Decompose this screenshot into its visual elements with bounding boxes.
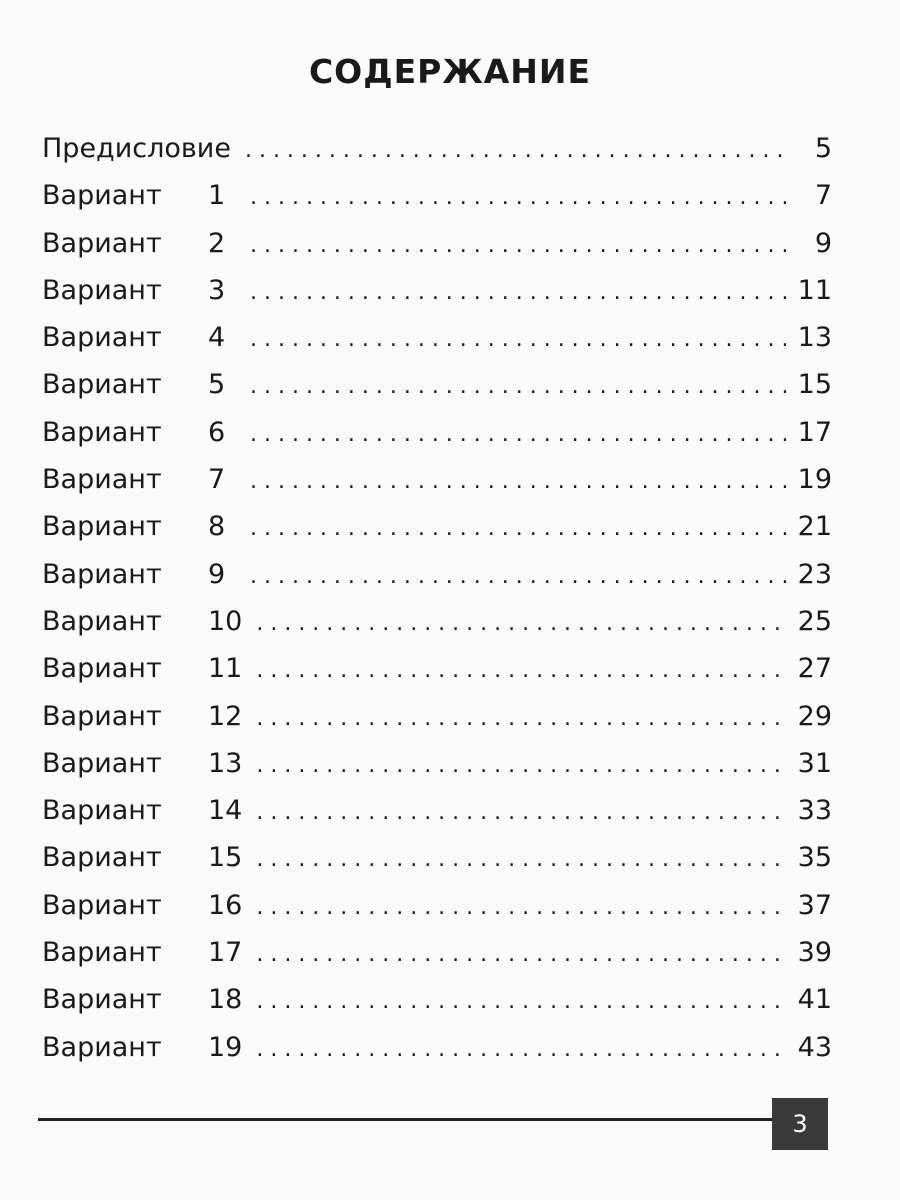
toc-label — [42, 275, 236, 306]
toc-row — [42, 984, 832, 1031]
toc-entry-title: Вариант — [42, 889, 162, 921]
toc-page-number: 5 — [814, 133, 832, 164]
toc-page-number: 33 — [797, 795, 832, 827]
dot-leader — [250, 327, 786, 352]
table-of-contents — [42, 133, 832, 1079]
toc-row — [42, 369, 832, 416]
toc-entry-title: Вариант — [42, 369, 162, 401]
toc-entry-title: Вариант — [42, 322, 162, 354]
toc-page-number: 15 — [797, 369, 832, 401]
toc-label — [42, 795, 242, 826]
toc-entry-title: Вариант — [42, 984, 162, 1016]
toc-label — [42, 984, 242, 1015]
toc-entry-number: 9 — [208, 558, 226, 590]
toc-label — [42, 748, 242, 779]
toc-row — [42, 322, 832, 369]
toc-label — [42, 417, 236, 448]
dot-leader — [256, 989, 786, 1014]
toc-label — [42, 369, 236, 400]
toc-entry-number: 8 — [208, 511, 226, 543]
toc-entry-number: 17 — [208, 937, 243, 969]
toc-label — [42, 606, 242, 637]
dot-leader — [250, 516, 786, 541]
toc-row — [42, 842, 832, 889]
toc-page-number: 23 — [797, 558, 832, 590]
toc-label — [42, 180, 236, 211]
toc-page-number: 25 — [797, 605, 832, 637]
toc-entry-number: 10 — [208, 605, 243, 637]
toc-row — [42, 228, 832, 275]
page-title: СОДЕРЖАНИЕ — [308, 52, 592, 91]
dot-leader — [256, 611, 786, 636]
toc-entry-title: Вариант — [42, 464, 162, 496]
dot-leader — [245, 138, 786, 163]
dot-leader — [256, 942, 786, 967]
toc-entry-title: Вариант — [42, 227, 162, 259]
toc-row — [42, 511, 832, 558]
dot-leader — [250, 564, 786, 589]
toc-entry-title: Предисловие — [42, 133, 231, 164]
toc-label — [42, 701, 242, 732]
toc-entry-title: Вариант — [42, 605, 162, 637]
toc-entry-number: 12 — [208, 700, 243, 732]
toc-page-number: 7 — [814, 180, 832, 212]
toc-row — [42, 180, 832, 227]
toc-label — [42, 937, 242, 968]
toc-entry-title: Вариант — [42, 842, 162, 874]
toc-entry-number: 5 — [208, 369, 226, 401]
toc-row — [42, 464, 832, 511]
toc-page-number: 35 — [797, 842, 832, 874]
dot-leader — [256, 753, 786, 778]
toc-row — [42, 748, 832, 795]
toc-entry-title: Вариант — [42, 795, 162, 827]
toc-page-number: 19 — [797, 464, 832, 496]
toc-row — [42, 1032, 832, 1079]
dot-leader — [256, 1037, 786, 1062]
toc-row — [42, 795, 832, 842]
dot-leader — [256, 847, 786, 872]
toc-entry-number: 7 — [208, 464, 226, 496]
toc-entry-number: 3 — [208, 274, 226, 306]
dot-leader — [256, 895, 786, 920]
toc-entry-title: Вариант — [42, 511, 162, 543]
toc-row — [42, 275, 832, 322]
toc-entry-title: Вариант — [42, 747, 162, 779]
toc-entry-number: 14 — [208, 795, 243, 827]
toc-page-number: 17 — [797, 416, 832, 448]
toc-entry-title: Вариант — [42, 180, 162, 212]
toc-label — [42, 464, 236, 495]
toc-page-number: 27 — [797, 653, 832, 685]
toc-row — [42, 653, 832, 700]
toc-entry-number: 11 — [208, 653, 243, 685]
toc-row — [42, 701, 832, 748]
toc-page-number: 11 — [797, 274, 832, 306]
toc-page-number: 21 — [797, 511, 832, 543]
dot-leader — [250, 422, 786, 447]
toc-entry-title: Вариант — [42, 558, 162, 590]
toc-entry-title: Вариант — [42, 700, 162, 732]
toc-row — [42, 890, 832, 937]
toc-entry-number: 15 — [208, 842, 243, 874]
toc-entry-title: Вариант — [42, 274, 162, 306]
toc-entry-number: 4 — [208, 322, 226, 354]
dot-leader — [256, 800, 786, 825]
toc-entry-title: Вариант — [42, 653, 162, 685]
page-number-badge: 3 — [772, 1098, 828, 1150]
toc-row — [42, 937, 832, 984]
dot-leader — [250, 469, 786, 494]
toc-row — [42, 606, 832, 653]
dot-leader — [250, 280, 786, 305]
footer-rule — [38, 1118, 772, 1121]
toc-label — [42, 511, 236, 542]
toc-entry-number: 13 — [208, 747, 243, 779]
dot-leader — [250, 233, 786, 258]
toc-label — [42, 322, 236, 353]
toc-label — [42, 133, 231, 164]
toc-entry-title: Вариант — [42, 1031, 162, 1063]
toc-label — [42, 842, 242, 873]
toc-entry-number: 16 — [208, 889, 243, 921]
toc-page-number: 39 — [797, 937, 832, 969]
toc-entry-number: 2 — [208, 227, 226, 259]
toc-page-number: 31 — [797, 747, 832, 779]
toc-row — [42, 133, 832, 180]
toc-entry-title: Вариант — [42, 416, 162, 448]
toc-label — [42, 890, 242, 921]
toc-label — [42, 1032, 242, 1063]
dot-leader — [256, 706, 786, 731]
toc-page-number: 41 — [797, 984, 832, 1016]
toc-page-number: 37 — [797, 889, 832, 921]
toc-entry-number: 19 — [208, 1031, 243, 1063]
toc-entry-number: 6 — [208, 416, 226, 448]
toc-page-number: 9 — [814, 227, 832, 259]
toc-entry-number: 18 — [208, 984, 243, 1016]
toc-page-number: 29 — [797, 700, 832, 732]
toc-label — [42, 559, 236, 590]
toc-entry-number: 1 — [208, 180, 226, 212]
toc-row — [42, 417, 832, 464]
dot-leader — [250, 185, 786, 210]
toc-label — [42, 228, 236, 259]
toc-row — [42, 559, 832, 606]
dot-leader — [256, 658, 786, 683]
toc-page-number: 43 — [797, 1031, 832, 1063]
toc-entry-title: Вариант — [42, 937, 162, 969]
dot-leader — [250, 374, 786, 399]
toc-page-number: 13 — [797, 322, 832, 354]
toc-label — [42, 653, 242, 684]
